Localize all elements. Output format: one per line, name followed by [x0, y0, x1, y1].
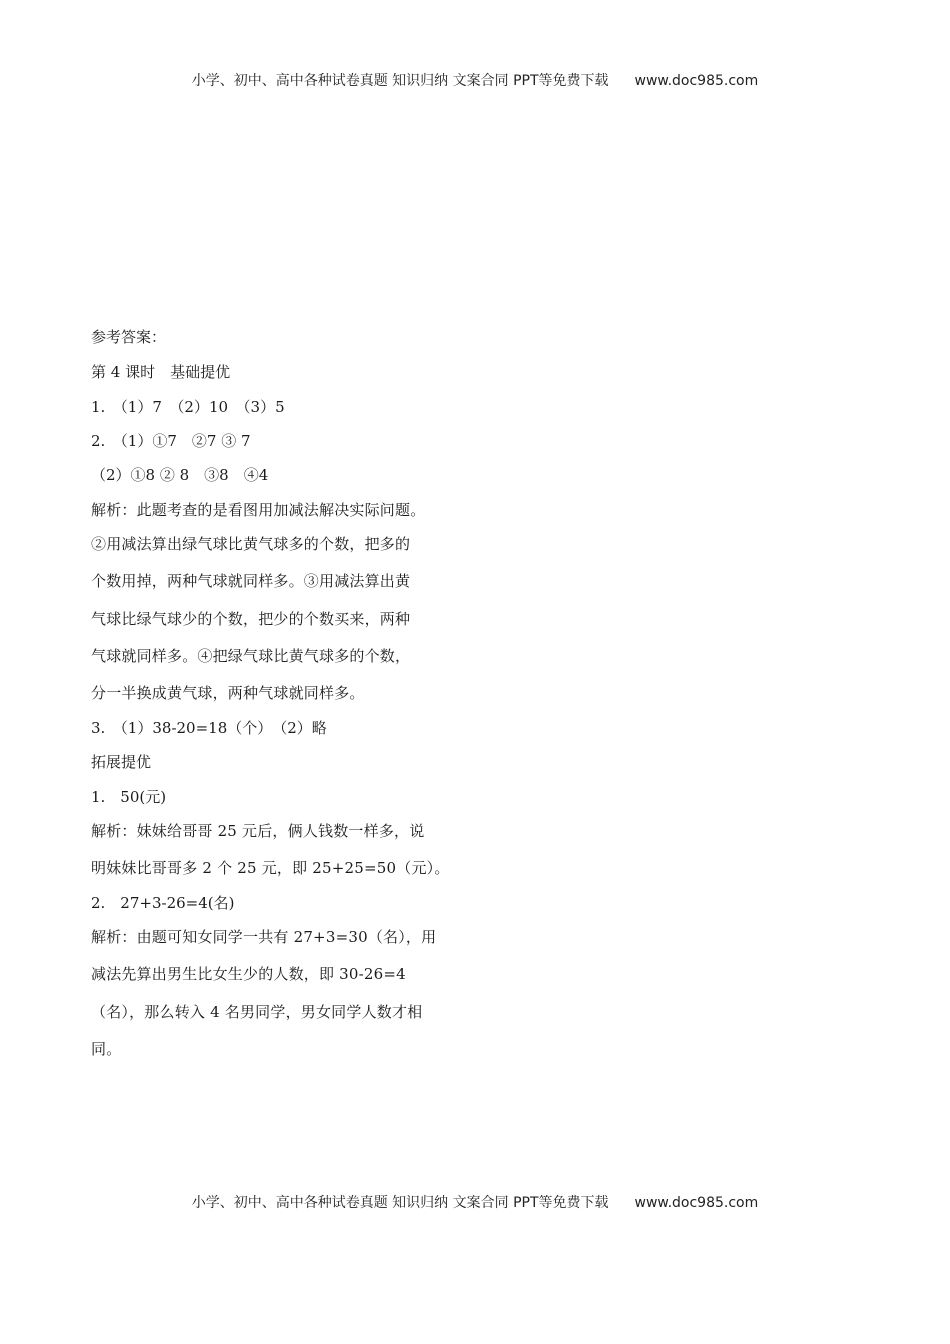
- footer-site-link[interactable]: www.doc985.com: [634, 1195, 759, 1211]
- page-header: [0, 70, 950, 90]
- analysis3-line: 解析：由题可知女同学一共有 27+3=30（名），用: [91, 928, 437, 946]
- extension-answer-1: 1. 50(元): [91, 788, 167, 806]
- analysis3-line: 同。: [91, 1040, 122, 1058]
- extension-answer-2: 2. 27+3-26=4(名): [91, 894, 235, 912]
- analysis1-line: 解析：此题考查的是看图用加减法解决实际问题。: [91, 501, 426, 519]
- analysis1-line: 分一半换成黄气球，两种气球就同样多。: [91, 684, 365, 702]
- answer-q2-part2: （2）①8 ② 8 ③8 ④4: [91, 466, 269, 484]
- answer-q2-part1: 2. （1）①7 ②7 ③ 7: [91, 432, 251, 450]
- analysis1-line: 个数用掉，两种气球就同样多。③用减法算出黄: [91, 572, 411, 590]
- analysis3-line: （名），那么转入 4 名男同学，男女同学人数才相: [91, 1003, 423, 1021]
- answers-title: 参考答案：: [91, 328, 167, 346]
- analysis1-line: ②用减法算出绿气球比黄气球多的个数，把多的: [91, 535, 411, 553]
- extension-heading: 拓展提优: [91, 753, 152, 771]
- analysis1-line: 气球就同样多。④把绿气球比黄气球多的个数，: [91, 647, 411, 665]
- lesson-heading: 第 4 课时 基础提优: [91, 363, 231, 381]
- header-site-link[interactable]: www.doc985.com: [634, 73, 759, 89]
- analysis2-line: 明妹妹比哥哥多 2 个 25 元，即 25+25=50（元）。: [91, 859, 450, 877]
- footer-text: 小学、初中、高中各种试卷真题 知识归纳 文案合同 PPT等免费下载: [191, 1195, 609, 1211]
- header-text: 小学、初中、高中各种试卷真题 知识归纳 文案合同 PPT等免费下载: [191, 73, 609, 89]
- analysis3-line: 减法先算出男生比女生少的人数，即 30-26=4: [91, 965, 406, 983]
- answer-q1: 1. （1）7 （2）10 （3）5: [91, 398, 285, 416]
- analysis1-line: 气球比绿气球少的个数，把少的个数买来，两种: [91, 610, 411, 628]
- answer-q3: 3. （1）38-20=18（个） （2）略: [91, 719, 327, 737]
- analysis2-line: 解析：妹妹给哥哥 25 元后，俩人钱数一样多，说: [91, 822, 425, 840]
- page-footer: [0, 1192, 950, 1212]
